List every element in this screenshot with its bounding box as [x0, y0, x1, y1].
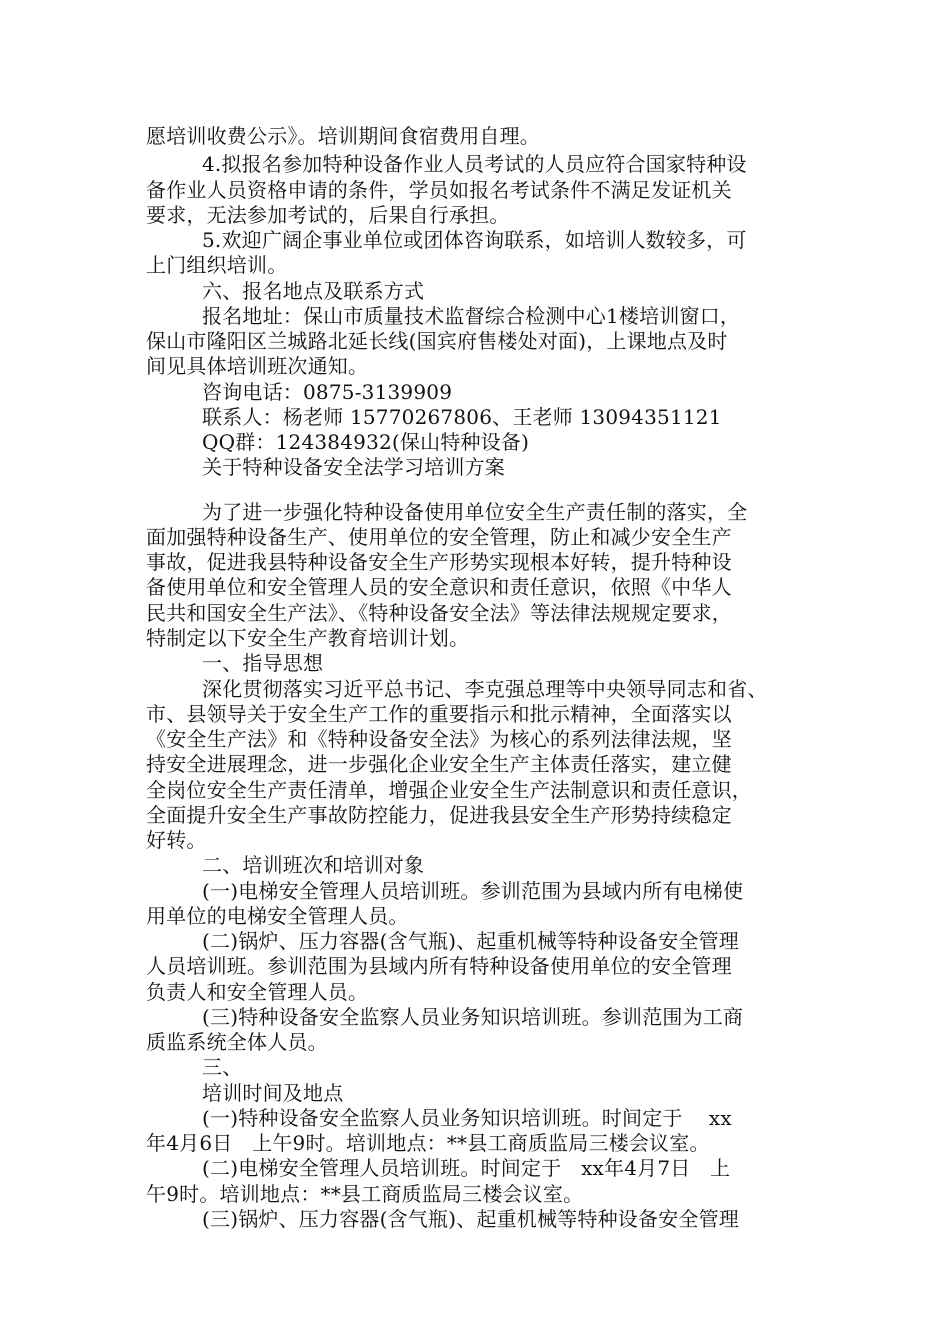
text-line: 用单位的电梯安全管理人员。	[146, 904, 409, 928]
text-line: 民共和国安全生产法》、《特种设备安全法》等法律法规规定要求，	[146, 601, 732, 625]
text-line: 保山市隆阳区兰城路北延长线(国宾府售楼处对面)，上课地点及时	[146, 329, 728, 353]
text-line: 愿培训收费公示》。培训期间食宿费用自理。	[146, 124, 540, 148]
text-line: 《安全生产法》和《特种设备安全法》为核心的系列法律法规，坚	[146, 727, 732, 751]
text-line: 备使用单位和安全管理人员的安全意识和责任意识，依照《中华人	[146, 575, 732, 599]
section-heading: 二、培训班次和培训对象	[202, 853, 425, 877]
text-line: (二)电梯安全管理人员培训班。时间定于 xx年4月7日 上	[202, 1156, 731, 1180]
text-line: 市、县领导关于安全生产工作的重要指示和批示精神，全面落实以	[146, 702, 732, 726]
text-line: 年4月6日 上午9时。培训地点：**县工商质监局三楼会议室。	[146, 1131, 710, 1155]
text-line: (一)特种设备安全监察人员业务知识培训班。时间定于 xx	[202, 1106, 732, 1130]
section-heading: 三、	[202, 1055, 243, 1079]
text-line: (一)电梯安全管理人员培训班。参训范围为县域内所有电梯使	[202, 879, 744, 903]
text-line: 好转。	[146, 828, 207, 852]
text-line: 备作业人员资格申请的条件，学员如报名考试条件不满足发证机关	[146, 178, 732, 202]
text-line: 全面提升安全生产事故防控能力，促进我县安全生产形势持续稳定	[146, 803, 732, 827]
text-line: 面加强特种设备生产、使用单位的安全管理，防止和减少安全生产	[146, 525, 732, 549]
document-title: 关于特种设备安全法学习培训方案	[202, 455, 505, 479]
text-line: 为了进一步强化特种设备使用单位安全生产责任制的落实，全	[202, 500, 748, 524]
section-heading: 培训时间及地点	[202, 1081, 344, 1105]
text-line: 4.拟报名参加特种设备作业人员考试的人员应符合国家特种设	[202, 152, 747, 176]
text-line: 5.欢迎广阔企事业单位或团体咨询联系，如培训人数较多，可	[202, 228, 747, 252]
text-line: 午9时。培训地点：**县工商质监局三楼会议室。	[146, 1182, 584, 1206]
section-heading: 六、报名地点及联系方式	[202, 279, 425, 303]
text-line: 持安全进展理念，进一步强化企业安全生产主体责任落实，建立健	[146, 752, 732, 776]
text-line: 间见具体培训班次通知。	[146, 354, 369, 378]
text-line: 上门组织培训。	[146, 253, 288, 277]
contact-line: 联系人：杨老师 15770267806、王老师 13094351121	[202, 405, 722, 429]
text-line: 报名地址：保山市质量技术监督综合检测中心1楼培训窗口，	[202, 304, 741, 328]
text-line: (三)特种设备安全监察人员业务知识培训班。参训范围为工商	[202, 1005, 744, 1029]
qq-group-line: QQ群：124384932(保山特种设备)	[202, 430, 530, 454]
phone-line: 咨询电话：0875-3139909	[202, 380, 453, 404]
text-line: 质监系统全体人员。	[146, 1030, 328, 1054]
text-line: 负责人和安全管理人员。	[146, 980, 369, 1004]
text-line: 全岗位安全生产责任清单，增强企业安全生产法制意识和责任意识，	[146, 778, 752, 802]
text-line: (二)锅炉、压力容器(含气瓶)、起重机械等特种设备安全管理	[202, 929, 740, 953]
text-line: 特制定以下安全生产教育培训计划。	[146, 626, 470, 650]
section-heading: 一、指导思想	[202, 651, 324, 675]
text-line: 要求，无法参加考试的，后果自行承担。	[146, 203, 510, 227]
text-line: 人员培训班。参训范围为县域内所有特种设备使用单位的安全管理	[146, 954, 732, 978]
text-line: (三)锅炉、压力容器(含气瓶)、起重机械等特种设备安全管理	[202, 1207, 740, 1231]
text-line: 深化贯彻落实习近平总书记、李克强总理等中央领导同志和省、	[202, 677, 768, 701]
text-line: 事故，促进我县特种设备安全生产形势实现根本好转，提升特种设	[146, 550, 732, 574]
